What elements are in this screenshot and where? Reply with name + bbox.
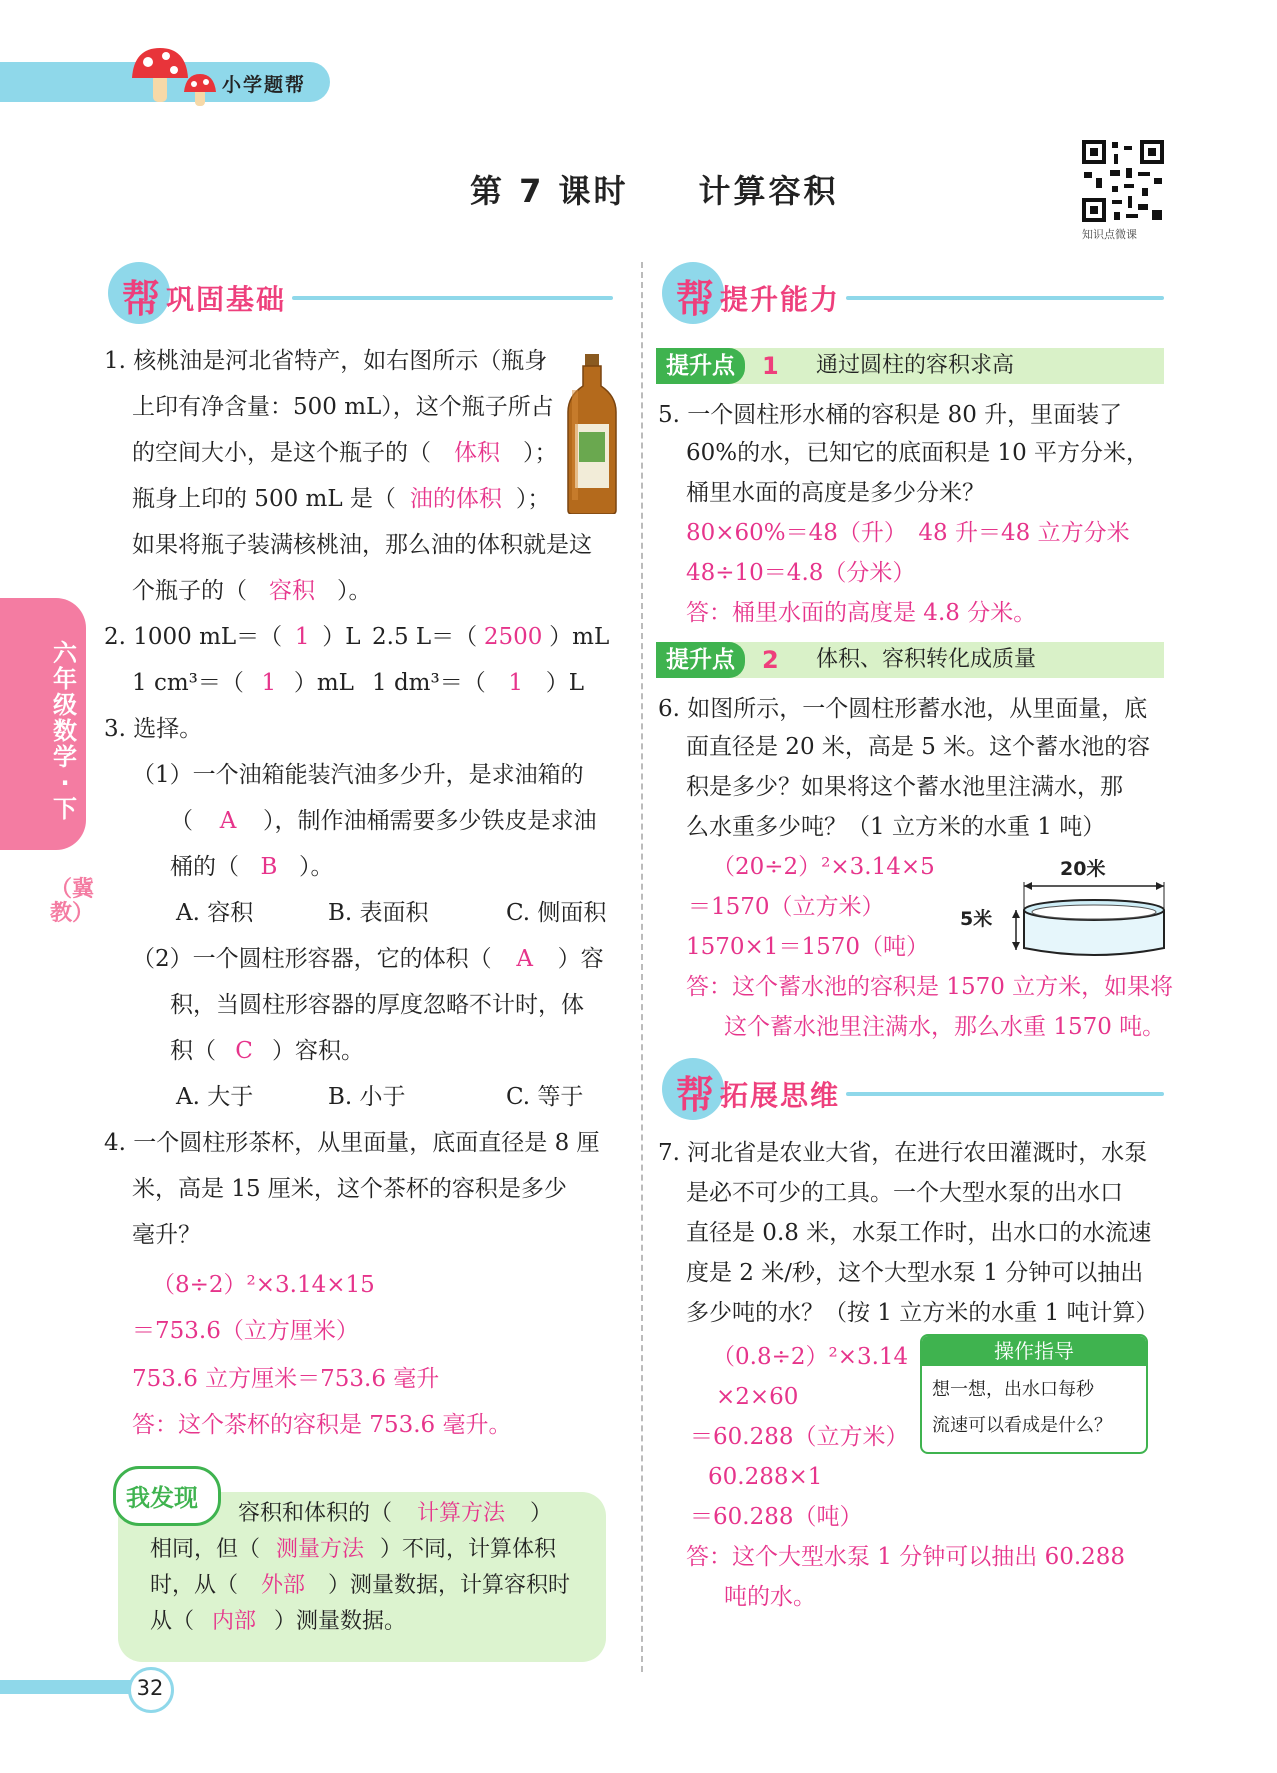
q5-line2: 60%的水，已知它的底面积是 10 平方分米， xyxy=(686,440,1150,466)
section-underline xyxy=(292,296,613,300)
q4-solution-1: （8÷2）²×3.14×15 xyxy=(152,1272,375,1298)
section-title: 巩固基础 xyxy=(166,283,287,316)
find-line1: 容积和体积的（ 计算方法 ） xyxy=(238,1496,552,1532)
q6-line2: 面直径是 20 米，高是 5 米。这个蓄水池的容 xyxy=(686,734,1151,760)
q3-p1-line3: 桶的（ B ）。 xyxy=(170,844,334,890)
q7-line3: 直径是 0.8 米，水泵工作时，出水口的水流速 xyxy=(686,1220,1152,1246)
q3-opt2-a: A. 大于 xyxy=(176,1084,254,1110)
q5-line1: 5. 一个圆柱形水桶的容积是 80 升，里面装了 xyxy=(658,402,1123,428)
qr-caption: 知识点微课 xyxy=(1082,228,1137,241)
section-header-extend xyxy=(662,1058,1164,1118)
q6-solution-2: ＝1570（立方米） xyxy=(688,894,885,920)
q2-answer-c: 1 xyxy=(261,670,277,696)
q3-opt1-b: B. 表面积 xyxy=(328,900,429,926)
find-answer-1: 计算方法 xyxy=(417,1501,506,1526)
q7-solution-3: ＝60.288（立方米） xyxy=(690,1424,909,1450)
q5-answer: 答：桶里水面的高度是 4.8 分米。 xyxy=(686,600,1037,626)
page-title: 第 7 课时 计算容积 xyxy=(470,172,839,210)
point-text: 体积、容积转化成质量 xyxy=(816,647,1037,672)
q4-answer: 答：这个茶杯的容积是 753.6 毫升。 xyxy=(132,1412,512,1438)
section-header-improve xyxy=(662,262,1164,322)
q3-opt1-c: C. 侧面积 xyxy=(506,900,607,926)
find-line4: 从（ 内部 ）测量数据。 xyxy=(150,1604,406,1640)
find-answer-3: 外部 xyxy=(261,1573,306,1598)
q3-answer-3: A xyxy=(516,946,533,972)
q1-answer-2: 油的体积 xyxy=(409,486,502,512)
bang-badge: 帮 xyxy=(662,1058,724,1120)
page-number: 32 xyxy=(136,1676,164,1700)
point-label: 提升点 xyxy=(656,642,745,678)
figure-height-label: 5米 xyxy=(960,908,993,930)
reservoir-cylinder-figure xyxy=(1010,876,1168,958)
q2-answer-a: 1 xyxy=(294,624,310,650)
q4-line3: 毫升？ xyxy=(132,1222,201,1248)
point-bar-2 xyxy=(656,642,1164,678)
q6-solution-1: （20÷2）²×3.14×5 xyxy=(712,854,935,880)
q3-p1-line2: （ A ），制作油桶需要多少铁皮是求油 xyxy=(170,798,597,844)
q1-line5: 如果将瓶子装满核桃油，那么油的体积就是这 xyxy=(132,532,592,558)
q7-answer-line2: 吨的水。 xyxy=(724,1584,816,1610)
q3-opt2-c: C. 等于 xyxy=(506,1084,584,1110)
q2-a: 2. 1000 mL＝（ 1 ）L xyxy=(104,614,360,660)
q6-answer-line2: 这个蓄水池里注满水，那么水重 1570 吨。 xyxy=(724,1014,1166,1040)
q7-solution-4: 60.288×1 xyxy=(708,1464,823,1490)
find-answer-2: 测量方法 xyxy=(276,1537,365,1562)
find-answer-4: 内部 xyxy=(212,1609,257,1634)
find-line3: 时，从（ 外部 ）测量数据，计算容积时 xyxy=(150,1568,570,1604)
qr-code-icon[interactable] xyxy=(1080,138,1166,224)
q7-line4: 度是 2 米/秒，这个大型水泵 1 分钟可以抽出 xyxy=(686,1260,1144,1286)
q4-line2: 米，高是 15 厘米，这个茶杯的容积是多少 xyxy=(132,1176,567,1202)
q2-answer-b: 2500 xyxy=(483,624,543,650)
q3-opt2-b: B. 小于 xyxy=(328,1084,406,1110)
q7-solution-2: ×2×60 xyxy=(716,1384,799,1410)
q3-answer-4: C xyxy=(235,1038,253,1064)
q1-answer-3: 容积 xyxy=(269,578,315,604)
point-label: 提升点 xyxy=(656,348,745,384)
q5-line3: 桶里水面的高度是多少分米？ xyxy=(686,480,985,506)
q7-solution-1: （0.8÷2）²×3.14 xyxy=(712,1344,909,1370)
q3-answer-2: B xyxy=(260,854,278,880)
find-line2: 相同，但（ 测量方法 ）不同，计算体积 xyxy=(150,1532,556,1568)
q3-opt1-a: A. 容积 xyxy=(176,900,254,926)
side-grade-label: 六年级数学·下 xyxy=(53,639,77,823)
q4-solution-2: ＝753.6（立方厘米） xyxy=(132,1318,359,1344)
column-divider xyxy=(641,262,643,1672)
discovery-badge: 我发现 xyxy=(113,1466,221,1526)
q6-answer-line1: 答：这个蓄水池的容积是 1570 立方米，如果将 xyxy=(686,974,1174,1000)
q4-line1: 4. 一个圆柱形茶杯，从里面量，底面直径是 8 厘 xyxy=(104,1130,600,1156)
q6-line3: 积是多少？如果将这个蓄水池里注满水，那 xyxy=(686,774,1123,800)
point-number: 2 xyxy=(762,646,779,674)
q2-b: 2.5 L＝（ 2500 ）mL xyxy=(372,614,609,660)
q3-answer-1: A xyxy=(219,808,237,834)
section-underline xyxy=(846,1092,1164,1096)
q3-p2-line2: 积，当圆柱形容器的厚度忽略不计时，体 xyxy=(170,992,584,1018)
q3-heading: 3. 选择。 xyxy=(104,716,203,742)
q3-p1-line1: （1）一个油箱能装汽油多少升，是求油箱的 xyxy=(132,762,584,788)
q7-line5: 多少吨的水？（按 1 立方米的水重 1 吨计算） xyxy=(686,1300,1159,1326)
q1-line1: 1. 核桃油是河北省特产，如右图所示（瓶身 xyxy=(104,348,548,374)
point-bar-1 xyxy=(656,348,1164,384)
q1-answer-1: 体积 xyxy=(454,440,500,466)
section-underline xyxy=(846,296,1164,300)
walnut-oil-bottle-image xyxy=(566,354,618,514)
figure-width-label: 20米 xyxy=(1060,858,1106,880)
guide-title: 操作指导 xyxy=(922,1336,1146,1366)
q6-solution-3: 1570×1＝1570（吨） xyxy=(686,934,929,960)
q1-line3: 的空间大小，是这个瓶子的（ 体积 ）； xyxy=(132,430,558,476)
q3-p2-line1: （2）一个圆柱形容器，它的体积（ A ）容 xyxy=(132,936,604,982)
q5-solution-1: 80×60%＝48（升） 48 升＝48 立方分米 xyxy=(686,520,1130,546)
point-number: 1 xyxy=(762,352,779,380)
q1-line2: 上印有净含量：500 mL），这个瓶子所占 xyxy=(132,394,554,420)
q1-line6: 个瓶子的（ 容积 ）。 xyxy=(132,568,372,614)
q3-p2-line3: 积（ C ）容积。 xyxy=(170,1028,364,1074)
guide-line1: 想一想，出水口每秒 xyxy=(932,1379,1094,1400)
section-title: 拓展思维 xyxy=(720,1079,841,1112)
q6-line4: 么水重多少吨？（1 立方米的水重 1 吨） xyxy=(686,814,1106,840)
operation-guide-box xyxy=(920,1334,1148,1454)
q4-solution-3: 753.6 立方厘米＝753.6 毫升 xyxy=(132,1366,440,1392)
bang-badge: 帮 xyxy=(662,262,724,324)
bang-badge: 帮 xyxy=(108,262,170,324)
q5-solution-2: 48÷10＝4.8（分米） xyxy=(686,560,916,586)
q7-solution-5: ＝60.288（吨） xyxy=(690,1504,863,1530)
q1-line4: 瓶身上印的 500 mL 是（ 油的体积 ）； xyxy=(132,476,550,522)
q7-line2: 是必不可少的工具。一个大型水泵的出水口 xyxy=(686,1180,1123,1206)
point-text: 通过圆柱的容积求高 xyxy=(816,353,1015,378)
side-edition-label: （冀教） xyxy=(50,877,95,926)
guide-line2: 流速可以看成是什么？ xyxy=(932,1415,1112,1436)
q7-line1: 7. 河北省是农业大省，在进行农田灌溉时，水泵 xyxy=(658,1140,1148,1166)
q2-answer-d: 1 xyxy=(508,670,524,696)
q2-c: 1 cm³＝（ 1 ）mL xyxy=(132,660,354,706)
section-header-basics xyxy=(108,262,613,322)
brand-name: 小学题帮 xyxy=(222,74,307,96)
mushroom-logo-icon xyxy=(128,44,220,110)
section-title: 提升能力 xyxy=(720,283,841,316)
q2-d: 1 dm³＝（ 1 ）L xyxy=(372,660,584,706)
q6-line1: 6. 如图所示，一个圆柱形蓄水池，从里面量，底 xyxy=(658,696,1148,722)
q7-answer-line1: 答：这个大型水泵 1 分钟可以抽出 60.288 xyxy=(686,1544,1126,1570)
